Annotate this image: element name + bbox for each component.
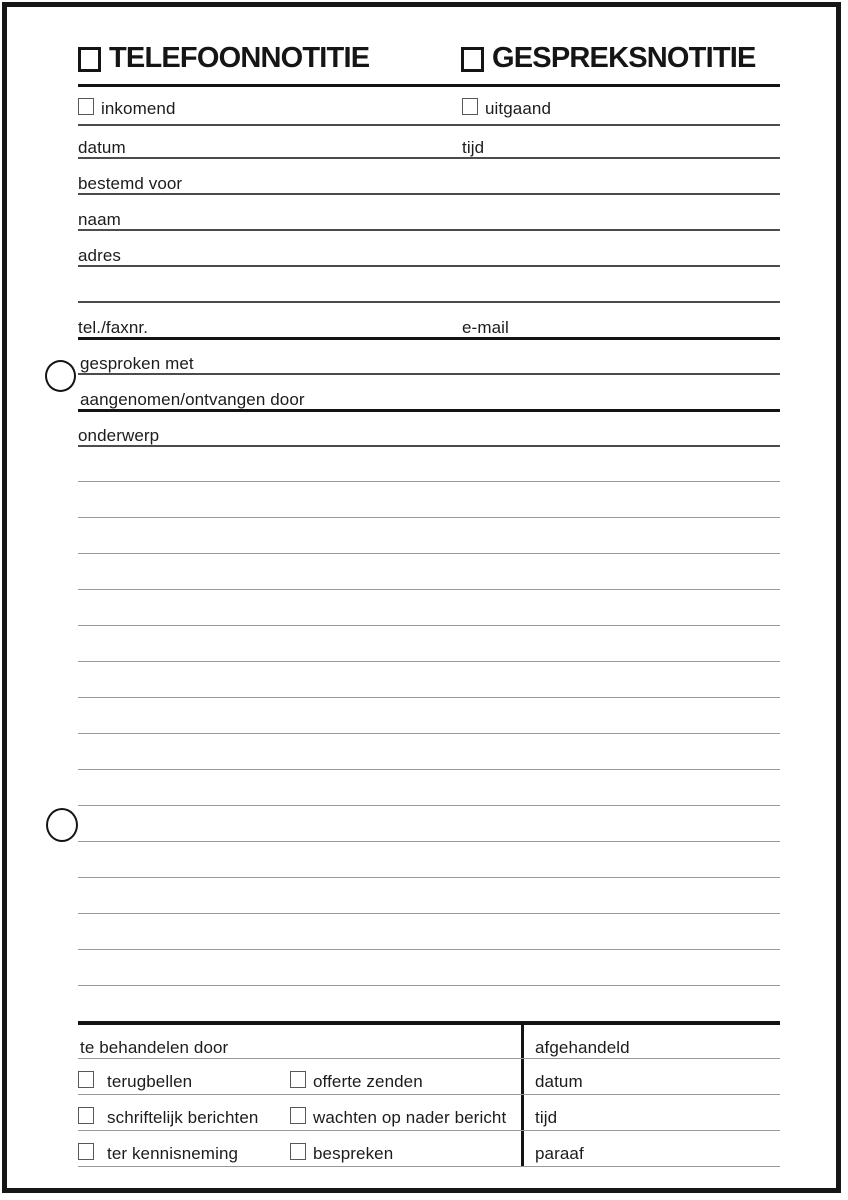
notes-ruled-line — [78, 697, 780, 698]
bespreken-label: bespreken — [313, 1144, 394, 1163]
tel-faxnr-label: tel./faxnr. — [78, 318, 149, 337]
notes-ruled-line — [78, 517, 780, 518]
notes-ruled-line — [78, 553, 780, 554]
action-row-line-3 — [78, 1130, 780, 1131]
adres-field-line-2[interactable] — [78, 301, 780, 303]
schriftelijk-berichten-checkbox[interactable] — [78, 1107, 94, 1124]
schriftelijk-berichten-label: schriftelijk berichten — [107, 1108, 259, 1127]
afgehandeld-tijd-label: tijd — [535, 1108, 558, 1127]
gesproken-met-field-line[interactable] — [78, 373, 780, 375]
notes-ruled-line — [78, 841, 780, 842]
notes-ruled-line — [78, 625, 780, 626]
notes-ruled-line — [78, 769, 780, 770]
afgehandeld-paraaf-label: paraaf — [535, 1144, 584, 1163]
gespreksnotitie-title: GESPREKSNOTITIE — [492, 42, 756, 74]
adres-label: adres — [78, 246, 122, 265]
aangenomen-ontvangen-door-label: aangenomen/ontvangen door — [80, 390, 305, 409]
te-behandelen-door-label: te behandelen door — [80, 1038, 229, 1057]
notes-ruled-line — [78, 985, 780, 986]
gespreksnotitie-checkbox[interactable] — [461, 47, 484, 72]
terugbellen-label: terugbellen — [107, 1072, 193, 1091]
bestemd-voor-label: bestemd voor — [78, 174, 183, 193]
terugbellen-checkbox[interactable] — [78, 1071, 94, 1088]
ter-kennisneming-checkbox[interactable] — [78, 1143, 94, 1160]
direction-field-line[interactable] — [78, 124, 780, 126]
tijd-label: tijd — [462, 138, 485, 157]
notes-ruled-line — [78, 805, 780, 806]
notes-ruled-line — [78, 589, 780, 590]
title-underline — [78, 84, 780, 87]
onderwerp-label: onderwerp — [78, 426, 160, 445]
tel-email-field-line[interactable] — [78, 337, 780, 340]
notes-ruled-line — [78, 913, 780, 914]
afgehandeld-datum-label: datum — [535, 1072, 583, 1091]
notes-ruled-line — [78, 481, 780, 482]
inkomend-label: inkomend — [101, 99, 176, 118]
datum-tijd-field-line[interactable] — [78, 157, 780, 159]
offerte-zenden-label: offerte zenden — [313, 1072, 423, 1091]
action-section-top-line — [78, 1021, 780, 1025]
offerte-zenden-checkbox[interactable] — [290, 1071, 306, 1088]
telefoonnotitie-title: TELEFOONNOTITIE — [109, 42, 370, 74]
notes-area[interactable] — [78, 446, 780, 988]
wachten-op-nader-bericht-label: wachten op nader bericht — [313, 1108, 507, 1127]
naam-field-line[interactable] — [78, 229, 780, 231]
action-row-line-2 — [78, 1094, 780, 1095]
notes-ruled-line — [78, 949, 780, 950]
punch-hole-bottom — [46, 808, 78, 842]
notes-ruled-line — [78, 877, 780, 878]
inkomend-checkbox[interactable] — [78, 98, 94, 115]
bestemd-voor-field-line[interactable] — [78, 193, 780, 195]
datum-label: datum — [78, 138, 126, 157]
ter-kennisneming-label: ter kennisneming — [107, 1144, 239, 1163]
uitgaand-checkbox[interactable] — [462, 98, 478, 115]
uitgaand-label: uitgaand — [485, 99, 552, 118]
punch-hole-top — [45, 360, 76, 392]
aangenomen-ontvangen-door-field-line[interactable] — [78, 409, 780, 412]
gesproken-met-label: gesproken met — [80, 354, 194, 373]
wachten-op-nader-bericht-checkbox[interactable] — [290, 1107, 306, 1124]
notes-ruled-line — [78, 661, 780, 662]
action-row-line-1 — [78, 1058, 780, 1059]
bespreken-checkbox[interactable] — [290, 1143, 306, 1160]
afgehandeld-label: afgehandeld — [535, 1038, 630, 1057]
adres-field-line[interactable] — [78, 265, 780, 267]
action-row-line-4 — [78, 1166, 780, 1167]
email-label: e-mail — [462, 318, 509, 337]
telefoonnotitie-checkbox[interactable] — [78, 47, 101, 72]
notes-ruled-line — [78, 733, 780, 734]
naam-label: naam — [78, 210, 121, 229]
